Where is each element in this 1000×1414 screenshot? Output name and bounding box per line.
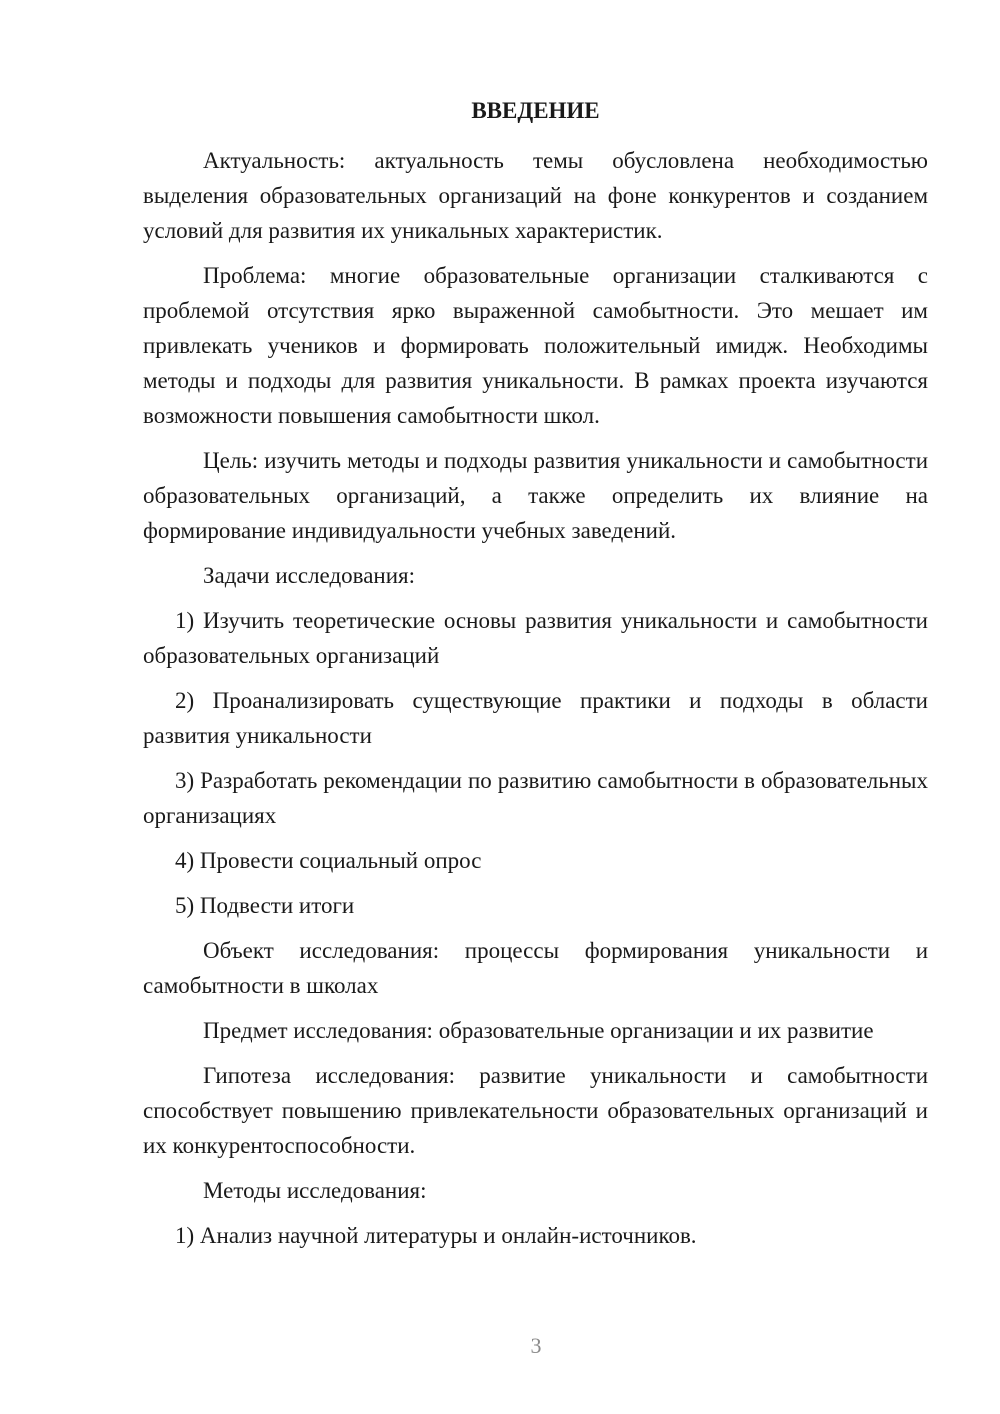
paragraph-relevance: Актуальность: актуальность темы обусловлена необходимостью выделения образовательных организаций на фоне конкурентов и созданием условий для развития их уникальных характеристик. xyxy=(143,148,928,243)
task-item-5: 5) Подвести итоги xyxy=(175,893,355,918)
method-item-1: 1) Анализ научной литературы и онлайн-источников. xyxy=(175,1223,697,1248)
paragraph-tasks-heading: Задачи исследования: xyxy=(203,563,416,588)
page-number: 3 xyxy=(530,1333,542,1358)
paragraph-subject: Предмет исследования: образовательные организации и их развитие xyxy=(203,1018,874,1043)
document-title: ВВЕДЕНИЕ xyxy=(471,98,600,123)
task-item-2: 2) Проанализировать существующие практики и подходы в области развития уникальности xyxy=(143,688,928,748)
paragraph-goal: Цель: изучить методы и подходы развития уникальности и самобытности образовательных организаций, а также определить их влияние на формирование индивидуальности учебных заведений. xyxy=(143,448,928,543)
paragraph-problem: Проблема: многие образовательные организации сталкиваются с проблемой отсутствия ярко выраженной самобытности. Это мешает им привлекать учеников и формировать положительный имидж. Необходимы методы и подходы для развития уникальности. В рамках проекта изучаются возможности повышения самобытности школ. xyxy=(143,263,928,428)
paragraph-hypothesis: Гипотеза исследования: развитие уникальности и самобытности способствует повышению привлекательности образовательных организаций и их конкурентоспособности. xyxy=(143,1063,928,1158)
task-item-3: 3) Разработать рекомендации по развитию самобытности в образовательных организациях xyxy=(143,768,928,828)
document-body xyxy=(143,95,928,1263)
task-item-4: 4) Провести социальный опрос xyxy=(175,848,482,873)
paragraph-object: Объект исследования: процессы формирования уникальности и самобытности в школах xyxy=(143,938,928,998)
paragraph-methods-heading: Методы исследования: xyxy=(203,1178,427,1203)
task-item-1: 1) Изучить теоретические основы развития уникальности и самобытности образовательных организаций xyxy=(143,608,928,668)
